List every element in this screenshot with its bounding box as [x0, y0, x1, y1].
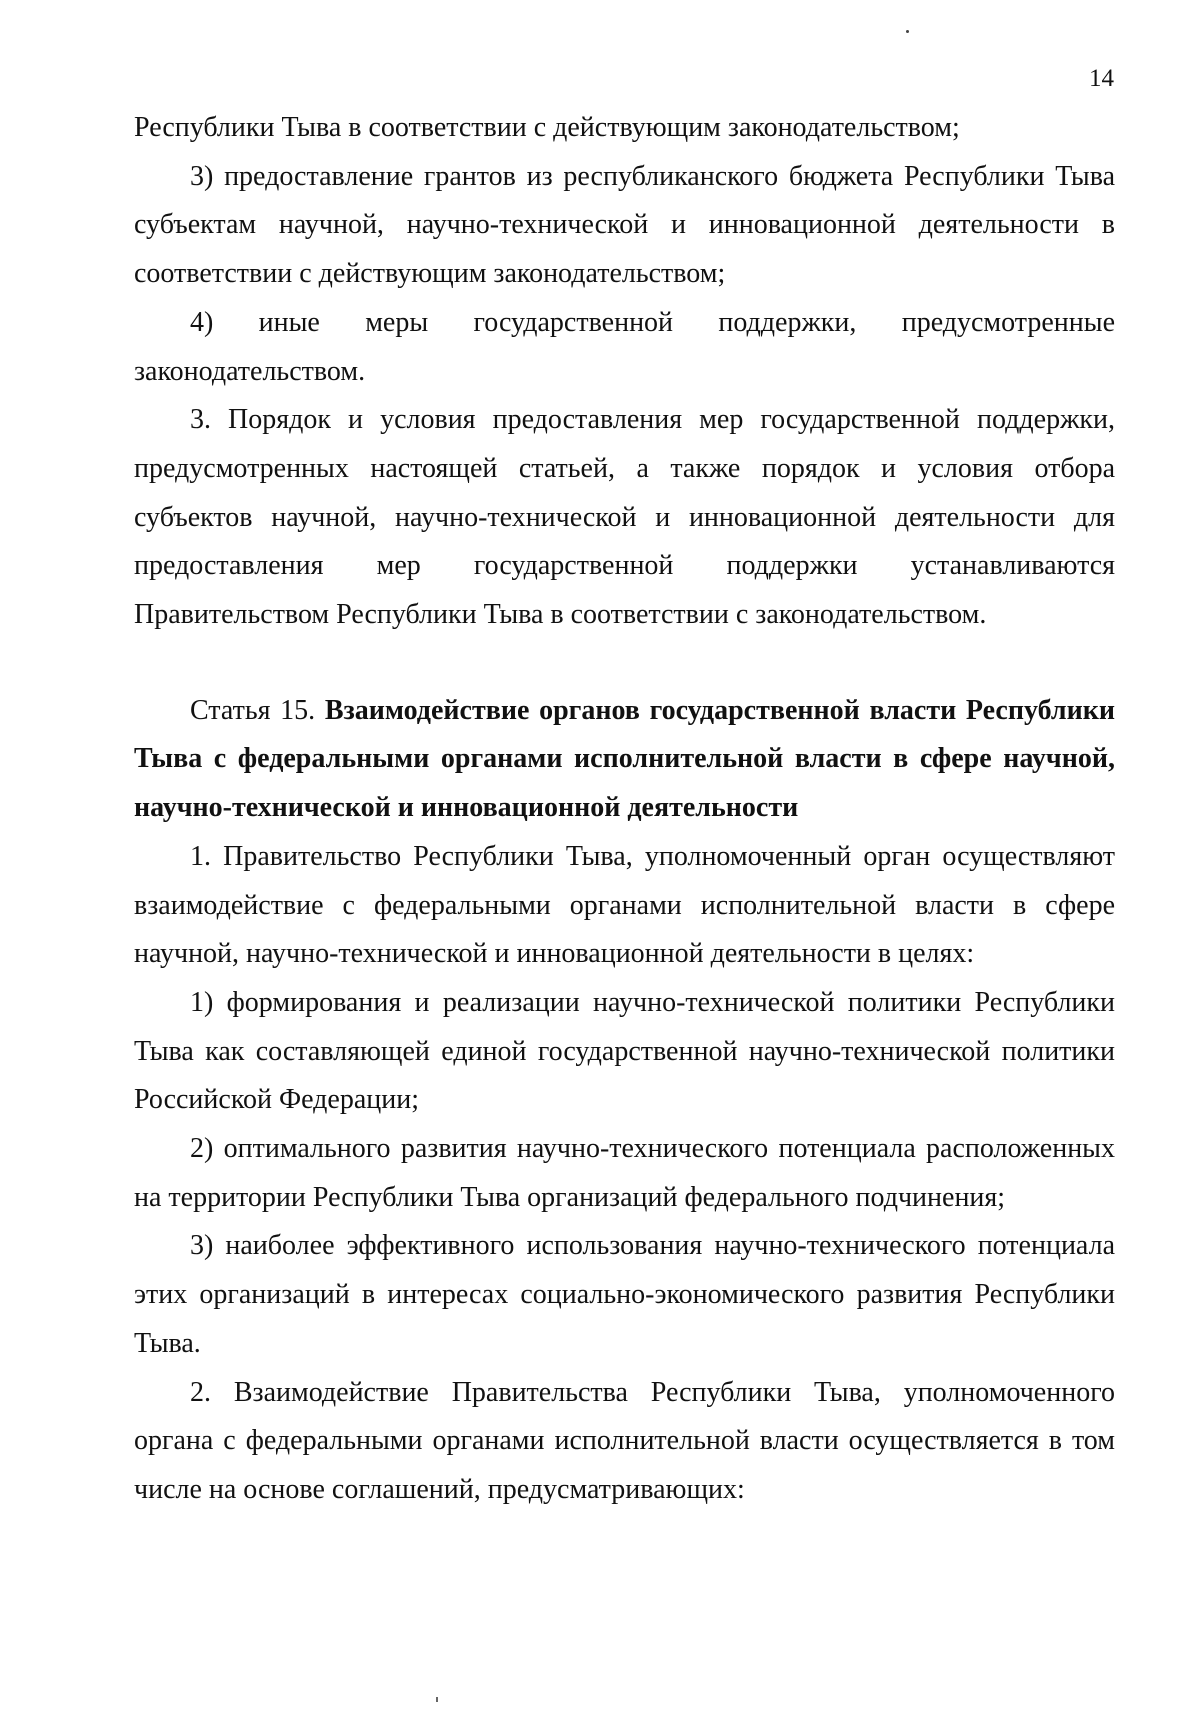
scan-artifact-tick: [436, 1697, 438, 1702]
paragraph-item-1-policy: 1) формирования и реализации научно-технической политики Республики Тыва как составляющей единой государственной научно-технической политики Российской Федерации;: [134, 986, 1115, 1116]
paragraph-clause-1-interaction: 1. Правительство Республики Тыва, уполномоченный орган осуществляют взаимодействие с федеральными органами исполнительной власти в сфере научной, научно-технической и инновационной деятельности в целях:: [134, 840, 1115, 970]
article-heading: [134, 687, 1115, 833]
document-body: [134, 104, 1115, 1515]
page-number: 14: [1089, 65, 1114, 92]
article-label: Статья 15.: [190, 694, 316, 726]
paragraph-clause-3-procedure: 3. Порядок и условия предоставления мер государственной поддержки, предусмотренных настоящей статьей, а также порядок и условия отбора субъектов научной, научно-технической и инновационной деятельности для предоставления мер государственной поддержки устанавливаются Правительством Республики Тыва в соответствии с законодательством.: [134, 404, 1115, 631]
paragraph-continuation: Республики Тыва в соответствии с действующим законодательством;: [134, 112, 960, 143]
section-gap: [134, 640, 1115, 687]
article-title: Взаимодействие органов государственной власти Республики Тыва с федеральными органами исполнительной власти в сфере научной, научно-технической и инновационной деятельности: [134, 694, 1115, 824]
scan-artifact-dot: [906, 30, 909, 33]
paragraph-item-4-other-measures: 4) иные меры государственной поддержки, предусмотренные законодательством.: [134, 306, 1115, 387]
paragraph-item-3-grants: 3) предоставление грантов из республиканского бюджета Республики Тыва субъектам научной, научно-технической и инновационной деятельности в соответствии с действующим законодательством;: [134, 160, 1115, 290]
paragraph-item-2-development: 2) оптимального развития научно-технического потенциала расположенных на территории Республики Тыва организаций федерального подчинения;: [134, 1133, 1115, 1213]
paragraph-clause-2-agreements: 2. Взаимодействие Правительства Республики Тыва, уполномоченного органа с федеральными органами исполнительной власти осуществляется в том числе на основе соглашений, предусматривающих:: [134, 1376, 1115, 1505]
paragraph-item-3-efficiency: 3) наиболее эффективного использования научно-технического потенциала этих организаций в интересах социально-экономического развития Республики Тыва.: [134, 1230, 1115, 1359]
